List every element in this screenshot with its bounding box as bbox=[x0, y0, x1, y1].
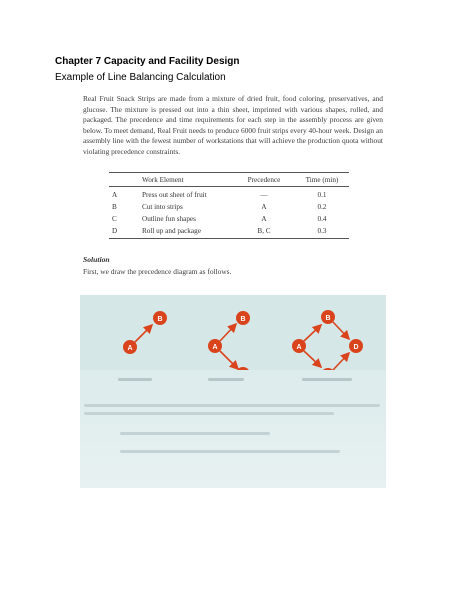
chapter-title: Chapter 7 Capacity and Facility Design bbox=[55, 56, 240, 67]
row-precedence: B, C bbox=[257, 227, 271, 235]
edge-a-c bbox=[304, 351, 321, 367]
row-element-id: A bbox=[112, 191, 118, 199]
node-b-label: B bbox=[157, 316, 163, 323]
edge-a-b bbox=[135, 325, 152, 342]
row-precedence: A bbox=[261, 215, 267, 223]
table-top-rule bbox=[109, 172, 349, 173]
blurred-equation bbox=[120, 432, 270, 435]
row-time: 0.1 bbox=[317, 191, 327, 199]
blurred-equation bbox=[120, 450, 340, 453]
node-a-label: A bbox=[296, 344, 302, 351]
header-time: Time (min) bbox=[305, 176, 339, 184]
blurred-caption bbox=[208, 378, 244, 381]
row-description: Cut into strips bbox=[142, 203, 183, 211]
solution-text: First, we draw the precedence diagram as follows. bbox=[83, 267, 232, 276]
row-element-id: C bbox=[112, 215, 117, 223]
precedence-diagram bbox=[80, 295, 386, 375]
edge-c-d bbox=[333, 353, 349, 370]
edge-b-d bbox=[333, 322, 349, 339]
row-element-id: D bbox=[112, 227, 118, 235]
edge-a-b bbox=[220, 324, 236, 341]
precedence-diagram-svg bbox=[80, 295, 386, 375]
blurred-text-line bbox=[84, 412, 334, 415]
node-a-label: A bbox=[127, 345, 133, 352]
node-b-label: B bbox=[325, 315, 331, 322]
edge-a-b bbox=[304, 325, 321, 341]
table-bottom-rule bbox=[109, 238, 349, 239]
row-description: Roll up and package bbox=[142, 227, 201, 235]
blurred-caption bbox=[302, 378, 352, 381]
table-header-rule bbox=[109, 186, 349, 187]
page-subtitle: Example of Line Balancing Calculation bbox=[55, 72, 226, 83]
solution-heading: Solution bbox=[83, 255, 110, 264]
header-work-element: Work Element bbox=[142, 176, 184, 184]
blurred-preview-region bbox=[80, 370, 386, 488]
edge-a-c bbox=[220, 351, 238, 369]
row-precedence: A bbox=[261, 203, 267, 211]
row-time: 0.3 bbox=[317, 227, 327, 235]
textbook-excerpt bbox=[80, 90, 386, 488]
blurred-text-line bbox=[84, 404, 380, 407]
row-element-id: B bbox=[112, 203, 117, 211]
row-description: Outline fun shapes bbox=[142, 215, 196, 223]
problem-statement: Real Fruit Snack Strips are made from a mixture of dried fruit, food coloring, preservatives, and glucose. The mixture is pressed out into a thin sheet, imprinted with various shapes, rolled, and packaged. The precedence and time requirements for each step in the assembly process are given below. To meet demand, Real Fruit needs to produce 6000 fruit strips every 40-hour week. Design an assembly line with the fewest number of workstations that will achieve the production quota without violating precedence constraints. bbox=[83, 94, 383, 156]
diagram-1 bbox=[123, 311, 167, 354]
node-d-label: D bbox=[353, 344, 359, 351]
node-b-label: B bbox=[240, 316, 246, 323]
row-description: Press out sheet of fruit bbox=[142, 191, 207, 199]
row-time: 0.2 bbox=[317, 203, 327, 211]
blurred-caption bbox=[118, 378, 152, 381]
row-precedence: — bbox=[260, 191, 268, 199]
header-precedence: Precedence bbox=[247, 176, 281, 184]
node-a-label: A bbox=[212, 344, 218, 351]
row-time: 0.4 bbox=[317, 215, 327, 223]
